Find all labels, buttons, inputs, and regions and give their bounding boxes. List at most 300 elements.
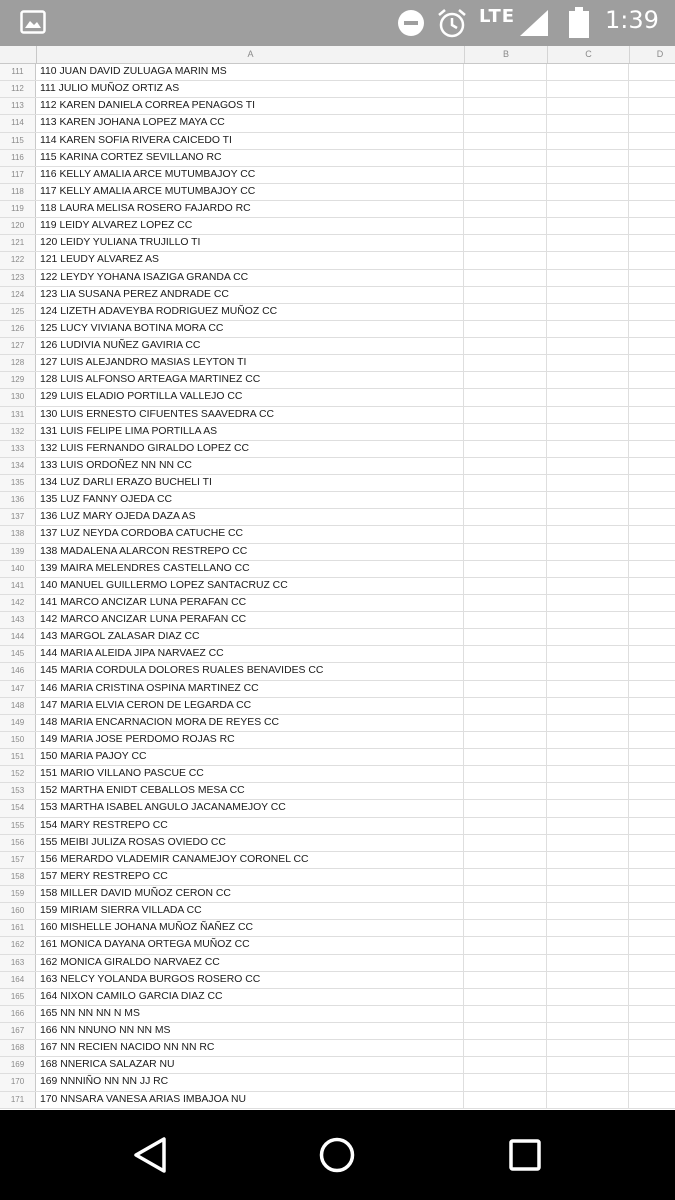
- cell-c[interactable]: [548, 561, 629, 577]
- cell-c[interactable]: [548, 835, 629, 851]
- row-number[interactable]: 168: [0, 1040, 36, 1056]
- cell-a[interactable]: 165 NN NN NN N MS: [37, 1006, 464, 1022]
- cell-c[interactable]: [548, 167, 629, 183]
- cell-b[interactable]: [465, 818, 547, 834]
- spreadsheet[interactable]: [0, 46, 675, 1110]
- cell-c[interactable]: [548, 475, 629, 491]
- select-all-corner[interactable]: [0, 46, 37, 63]
- cell-c[interactable]: [548, 800, 629, 816]
- cell-b[interactable]: [465, 612, 547, 628]
- cell-b[interactable]: [465, 475, 547, 491]
- cell-a[interactable]: 157 MERY RESTREPO CC: [37, 869, 464, 885]
- do-not-disturb-icon: [397, 9, 425, 37]
- cell-c[interactable]: [548, 1057, 629, 1073]
- cell-a[interactable]: 128 LUIS ALFONSO ARTEAGA MARTINEZ CC: [37, 372, 464, 388]
- cell-b[interactable]: [465, 766, 547, 782]
- row-number[interactable]: 170: [0, 1074, 36, 1090]
- row-number[interactable]: 112: [0, 81, 36, 97]
- table-row: [0, 424, 675, 441]
- table-row: [0, 492, 675, 509]
- cell-b[interactable]: [465, 886, 547, 902]
- cell-a[interactable]: 124 LIZETH ADAVEYBA RODRIGUEZ MUÑOZ CC: [37, 304, 464, 320]
- row-number[interactable]: 162: [0, 937, 36, 953]
- clock-time: 1:39: [605, 6, 659, 34]
- cell-a[interactable]: 151 MARIO VILLANO PASCUE CC: [37, 766, 464, 782]
- table-row: [0, 304, 675, 321]
- cell-b[interactable]: [465, 167, 547, 183]
- navigation-bar: [0, 1110, 675, 1200]
- cell-b[interactable]: [465, 1040, 547, 1056]
- cell-a[interactable]: 113 KAREN JOHANA LOPEZ MAYA CC: [37, 115, 464, 131]
- cell-a[interactable]: 140 MANUEL GUILLERMO LOPEZ SANTACRUZ CC: [37, 578, 464, 594]
- cell-a[interactable]: 123 LIA SUSANA PEREZ ANDRADE CC: [37, 287, 464, 303]
- cell-a[interactable]: 115 KARINA CORTEZ SEVILLANO RC: [37, 150, 464, 166]
- row-number[interactable]: 130: [0, 389, 36, 405]
- table-row: [0, 475, 675, 492]
- table-row: [0, 338, 675, 355]
- table-row: [0, 937, 675, 954]
- cell-c[interactable]: [548, 252, 629, 268]
- home-icon[interactable]: [315, 1133, 359, 1177]
- cell-b[interactable]: [465, 629, 547, 645]
- column-header-b[interactable]: B: [465, 46, 548, 63]
- cell-b[interactable]: [465, 595, 547, 611]
- cell-b[interactable]: [465, 201, 547, 217]
- table-row: [0, 972, 675, 989]
- cell-b[interactable]: [465, 287, 547, 303]
- cell-a[interactable]: 139 MAIRA MELENDRES CASTELLANO CC: [37, 561, 464, 577]
- row-number[interactable]: 125: [0, 304, 36, 320]
- table-row: [0, 835, 675, 852]
- table-row: [0, 235, 675, 252]
- row-number[interactable]: 169: [0, 1057, 36, 1073]
- cell-b[interactable]: [465, 458, 547, 474]
- cell-a[interactable]: 154 MARY RESTREPO CC: [37, 818, 464, 834]
- cell-a[interactable]: 132 LUIS FERNANDO GIRALDO LOPEZ CC: [37, 441, 464, 457]
- table-row: [0, 184, 675, 201]
- row-number[interactable]: 132: [0, 424, 36, 440]
- table-row: [0, 458, 675, 475]
- cell-a[interactable]: 152 MARTHA ENIDT CEBALLOS MESA CC: [37, 783, 464, 799]
- cell-c[interactable]: [548, 218, 629, 234]
- cell-b[interactable]: [465, 1006, 547, 1022]
- table-row: [0, 167, 675, 184]
- cell-a[interactable]: 129 LUIS ELADIO PORTILLA VALLEJO CC: [37, 389, 464, 405]
- cell-b[interactable]: [465, 800, 547, 816]
- cell-c[interactable]: [548, 646, 629, 662]
- cell-b[interactable]: [465, 218, 547, 234]
- cell-a[interactable]: 144 MARIA ALEIDA JIPA NARVAEZ CC: [37, 646, 464, 662]
- cell-a[interactable]: 135 LUZ FANNY OJEDA CC: [37, 492, 464, 508]
- cell-c[interactable]: [548, 338, 629, 354]
- cell-a[interactable]: 121 LEUDY ALVAREZ AS: [37, 252, 464, 268]
- cell-b[interactable]: [465, 355, 547, 371]
- table-row: [0, 389, 675, 406]
- cell-b[interactable]: [465, 321, 547, 337]
- row-number[interactable]: 145: [0, 646, 36, 662]
- table-row: [0, 441, 675, 458]
- row-number[interactable]: 144: [0, 629, 36, 645]
- row-number[interactable]: 148: [0, 698, 36, 714]
- cell-a[interactable]: 137 LUZ NEYDA CORDOBA CATUCHE CC: [37, 526, 464, 542]
- cell-a[interactable]: 159 MIRIAM SIERRA VILLADA CC: [37, 903, 464, 919]
- cell-a[interactable]: 133 LUIS ORDOÑEZ NN NN CC: [37, 458, 464, 474]
- row-number[interactable]: 136: [0, 492, 36, 508]
- cell-a[interactable]: 118 LAURA MELISA ROSERO FAJARDO RC: [37, 201, 464, 217]
- battery-icon: [568, 7, 590, 39]
- cell-a[interactable]: 158 MILLER DAVID MUÑOZ CERON CC: [37, 886, 464, 902]
- cell-b[interactable]: [465, 389, 547, 405]
- table-row: [0, 81, 675, 98]
- cell-c[interactable]: [548, 852, 629, 868]
- cell-b[interactable]: [465, 989, 547, 1005]
- row-number[interactable]: 153: [0, 783, 36, 799]
- cell-b[interactable]: [465, 783, 547, 799]
- cell-c[interactable]: [548, 715, 629, 731]
- row-number[interactable]: 123: [0, 270, 36, 286]
- signal-icon: [519, 9, 549, 37]
- cell-c[interactable]: [548, 989, 629, 1005]
- cell-b[interactable]: [465, 235, 547, 251]
- row-number[interactable]: 115: [0, 133, 36, 149]
- row-number[interactable]: 113: [0, 98, 36, 114]
- cell-a[interactable]: 147 MARIA ELVIA CERON DE LEGARDA CC: [37, 698, 464, 714]
- table-row: [0, 698, 675, 715]
- row-number[interactable]: 122: [0, 252, 36, 268]
- cell-b[interactable]: [465, 98, 547, 114]
- cell-c[interactable]: [548, 355, 629, 371]
- row-number[interactable]: 124: [0, 287, 36, 303]
- cell-c[interactable]: [548, 1074, 629, 1090]
- row-number[interactable]: 118: [0, 184, 36, 200]
- table-row: [0, 989, 675, 1006]
- table-row: [0, 201, 675, 218]
- table-row: [0, 1006, 675, 1023]
- cell-c[interactable]: [548, 578, 629, 594]
- row-number[interactable]: 165: [0, 989, 36, 1005]
- cell-c[interactable]: [548, 509, 629, 525]
- row-number[interactable]: 138: [0, 526, 36, 542]
- row-number[interactable]: 149: [0, 715, 36, 731]
- cell-c[interactable]: [548, 749, 629, 765]
- cell-c[interactable]: [548, 1040, 629, 1056]
- table-row: [0, 766, 675, 783]
- cell-b[interactable]: [465, 133, 547, 149]
- column-header-d[interactable]: D: [630, 46, 675, 63]
- cell-a[interactable]: 167 NN RECIEN NACIDO NN NN RC: [37, 1040, 464, 1056]
- cell-b[interactable]: [465, 81, 547, 97]
- cell-c[interactable]: [548, 629, 629, 645]
- cell-c[interactable]: [548, 1006, 629, 1022]
- cell-a[interactable]: 141 MARCO ANCIZAR LUNA PERAFAN CC: [37, 595, 464, 611]
- cell-a[interactable]: 126 LUDIVIA NUÑEZ GAVIRIA CC: [37, 338, 464, 354]
- table-row: [0, 64, 675, 81]
- gallery-icon: [20, 10, 46, 34]
- row-number[interactable]: 134: [0, 458, 36, 474]
- row-number[interactable]: 163: [0, 955, 36, 971]
- cell-b[interactable]: [465, 1074, 547, 1090]
- cell-a[interactable]: 114 KAREN SOFIA RIVERA CAICEDO TI: [37, 133, 464, 149]
- cell-a[interactable]: 149 MARIA JOSE PERDOMO ROJAS RC: [37, 732, 464, 748]
- cell-c[interactable]: [548, 184, 629, 200]
- cell-c[interactable]: [548, 1023, 629, 1039]
- cell-b[interactable]: [465, 1023, 547, 1039]
- cell-c[interactable]: [548, 150, 629, 166]
- column-header-row: [0, 46, 675, 64]
- cell-b[interactable]: [465, 252, 547, 268]
- cell-a[interactable]: 131 LUIS FELIPE LIMA PORTILLA AS: [37, 424, 464, 440]
- cell-c[interactable]: [548, 663, 629, 679]
- cell-a[interactable]: 163 NELCY YOLANDA BURGOS ROSERO CC: [37, 972, 464, 988]
- row-number[interactable]: 142: [0, 595, 36, 611]
- cell-c[interactable]: [548, 972, 629, 988]
- row-number[interactable]: 166: [0, 1006, 36, 1022]
- column-header-c[interactable]: C: [548, 46, 630, 63]
- cell-b[interactable]: [465, 869, 547, 885]
- cell-b[interactable]: [465, 646, 547, 662]
- row-number[interactable]: 167: [0, 1023, 36, 1039]
- row-number[interactable]: 111: [0, 64, 36, 80]
- row-number[interactable]: 140: [0, 561, 36, 577]
- cell-b[interactable]: [465, 561, 547, 577]
- table-row: [0, 681, 675, 698]
- cell-b[interactable]: [465, 715, 547, 731]
- cell-b[interactable]: [465, 1057, 547, 1073]
- cell-a[interactable]: 110 JUAN DAVID ZULUAGA MARIN MS: [37, 64, 464, 80]
- cell-a[interactable]: 166 NN NNUNO NN NN MS: [37, 1023, 464, 1039]
- table-row: [0, 355, 675, 372]
- cell-b[interactable]: [465, 64, 547, 80]
- row-number[interactable]: 146: [0, 663, 36, 679]
- table-row: [0, 663, 675, 680]
- cell-c[interactable]: [548, 818, 629, 834]
- cell-b[interactable]: [465, 509, 547, 525]
- cell-c[interactable]: [548, 458, 629, 474]
- cell-c[interactable]: [548, 424, 629, 440]
- cell-c[interactable]: [548, 937, 629, 953]
- cell-b[interactable]: [465, 270, 547, 286]
- cell-b[interactable]: [465, 115, 547, 131]
- cell-c[interactable]: [548, 681, 629, 697]
- cell-b[interactable]: [465, 732, 547, 748]
- table-row: [0, 133, 675, 150]
- row-number[interactable]: 135: [0, 475, 36, 491]
- table-row: [0, 903, 675, 920]
- cell-b[interactable]: [465, 852, 547, 868]
- row-number[interactable]: 126: [0, 321, 36, 337]
- cell-c[interactable]: [548, 920, 629, 936]
- table-row: [0, 852, 675, 869]
- table-row: [0, 869, 675, 886]
- row-number[interactable]: 117: [0, 167, 36, 183]
- cell-a[interactable]: 112 KAREN DANIELA CORREA PENAGOS TI: [37, 98, 464, 114]
- cell-a[interactable]: 148 MARIA ENCARNACION MORA DE REYES CC: [37, 715, 464, 731]
- cell-a[interactable]: 143 MARGOL ZALASAR DIAZ CC: [37, 629, 464, 645]
- cell-a[interactable]: 145 MARIA CORDULA DOLORES RUALES BENAVIDES CC: [37, 663, 464, 679]
- row-number[interactable]: 150: [0, 732, 36, 748]
- row-number[interactable]: 128: [0, 355, 36, 371]
- cell-a[interactable]: 170 NNSARA VANESA ARIAS IMBAJOA NU: [37, 1092, 464, 1108]
- row-number[interactable]: 121: [0, 235, 36, 251]
- cell-a[interactable]: 120 LEIDY YULIANA TRUJILLO TI: [37, 235, 464, 251]
- cell-a[interactable]: 161 MONICA DAYANA ORTEGA MUÑOZ CC: [37, 937, 464, 953]
- cell-c[interactable]: [548, 732, 629, 748]
- cell-b[interactable]: [465, 578, 547, 594]
- cell-b[interactable]: [465, 372, 547, 388]
- cell-a[interactable]: 155 MEIBI JULIZA ROSAS OVIEDO CC: [37, 835, 464, 851]
- table-row: [0, 886, 675, 903]
- table-row: [0, 1057, 675, 1074]
- row-number[interactable]: 133: [0, 441, 36, 457]
- cell-a[interactable]: 111 JULIO MUÑOZ ORTIZ AS: [37, 81, 464, 97]
- table-row: [0, 1074, 675, 1091]
- table-row: [0, 561, 675, 578]
- row-number[interactable]: 156: [0, 835, 36, 851]
- cell-b[interactable]: [465, 304, 547, 320]
- cell-b[interactable]: [465, 407, 547, 423]
- back-icon[interactable]: [128, 1133, 172, 1177]
- row-number[interactable]: 116: [0, 150, 36, 166]
- table-row: [0, 270, 675, 287]
- cell-a[interactable]: 117 KELLY AMALIA ARCE MUTUMBAJOY CC: [37, 184, 464, 200]
- cell-a[interactable]: 156 MERARDO VLADEMIR CANAMEJOY CORONEL CC: [37, 852, 464, 868]
- row-number[interactable]: 154: [0, 800, 36, 816]
- cell-c[interactable]: [548, 133, 629, 149]
- cell-a[interactable]: 168 NNERICA SALAZAR NU: [37, 1057, 464, 1073]
- cell-c[interactable]: [548, 886, 629, 902]
- row-number[interactable]: 119: [0, 201, 36, 217]
- cell-c[interactable]: [548, 372, 629, 388]
- cell-c[interactable]: [548, 64, 629, 80]
- column-header-a[interactable]: A: [37, 46, 465, 63]
- cell-a[interactable]: 119 LEIDY ALVAREZ LOPEZ CC: [37, 218, 464, 234]
- cell-c[interactable]: [548, 492, 629, 508]
- cell-b[interactable]: [465, 835, 547, 851]
- row-number[interactable]: 143: [0, 612, 36, 628]
- cell-a[interactable]: 116 KELLY AMALIA ARCE MUTUMBAJOY CC: [37, 167, 464, 183]
- cell-c[interactable]: [548, 869, 629, 885]
- cell-a[interactable]: 169 NNNIÑO NN NN JJ RC: [37, 1074, 464, 1090]
- cell-a[interactable]: 160 MISHELLE JOHANA MUÑOZ ÑAÑEZ CC: [37, 920, 464, 936]
- cell-a[interactable]: 125 LUCY VIVIANA BOTINA MORA CC: [37, 321, 464, 337]
- row-number[interactable]: 152: [0, 766, 36, 782]
- row-number[interactable]: 151: [0, 749, 36, 765]
- cell-a[interactable]: 130 LUIS ERNESTO CIFUENTES SAAVEDRA CC: [37, 407, 464, 423]
- cell-a[interactable]: 136 LUZ MARY OJEDA DAZA AS: [37, 509, 464, 525]
- cell-b[interactable]: [465, 698, 547, 714]
- table-row: [0, 629, 675, 646]
- cell-b[interactable]: [465, 681, 547, 697]
- recents-icon[interactable]: [503, 1133, 547, 1177]
- cell-b[interactable]: [465, 526, 547, 542]
- cell-c[interactable]: [548, 304, 629, 320]
- cell-c[interactable]: [548, 783, 629, 799]
- cell-c[interactable]: [548, 544, 629, 560]
- cell-c[interactable]: [548, 595, 629, 611]
- cell-b[interactable]: [465, 955, 547, 971]
- cell-b[interactable]: [465, 920, 547, 936]
- cell-c[interactable]: [548, 698, 629, 714]
- cell-b[interactable]: [465, 544, 547, 560]
- row-number[interactable]: 164: [0, 972, 36, 988]
- cell-b[interactable]: [465, 424, 547, 440]
- cell-c[interactable]: [548, 407, 629, 423]
- cell-c[interactable]: [548, 270, 629, 286]
- cell-c[interactable]: [548, 235, 629, 251]
- row-number[interactable]: 159: [0, 886, 36, 902]
- cell-a[interactable]: 127 LUIS ALEJANDRO MASIAS LEYTON TI: [37, 355, 464, 371]
- cell-c[interactable]: [548, 766, 629, 782]
- row-number[interactable]: 161: [0, 920, 36, 936]
- cell-b[interactable]: [465, 972, 547, 988]
- row-number[interactable]: 127: [0, 338, 36, 354]
- cell-a[interactable]: 142 MARCO ANCIZAR LUNA PERAFAN CC: [37, 612, 464, 628]
- row-number[interactable]: 139: [0, 544, 36, 560]
- cell-c[interactable]: [548, 612, 629, 628]
- cell-c[interactable]: [548, 201, 629, 217]
- row-number[interactable]: 141: [0, 578, 36, 594]
- row-number[interactable]: 158: [0, 869, 36, 885]
- cell-c[interactable]: [548, 81, 629, 97]
- table-row: [0, 1023, 675, 1040]
- cell-a[interactable]: 164 NIXON CAMILO GARCIA DIAZ CC: [37, 989, 464, 1005]
- cell-a[interactable]: 122 LEYDY YOHANA ISAZIGA GRANDA CC: [37, 270, 464, 286]
- row-number[interactable]: 171: [0, 1092, 36, 1108]
- cell-c[interactable]: [548, 526, 629, 542]
- table-row: [0, 321, 675, 338]
- cell-b[interactable]: [465, 441, 547, 457]
- cell-c[interactable]: [548, 287, 629, 303]
- cell-c[interactable]: [548, 903, 629, 919]
- row-number[interactable]: 137: [0, 509, 36, 525]
- table-row: [0, 783, 675, 800]
- cell-c[interactable]: [548, 441, 629, 457]
- cell-b[interactable]: [465, 338, 547, 354]
- cell-a[interactable]: 138 MADALENA ALARCON RESTREPO CC: [37, 544, 464, 560]
- cell-c[interactable]: [548, 1092, 629, 1108]
- table-row: [0, 578, 675, 595]
- row-number[interactable]: 155: [0, 818, 36, 834]
- row-number[interactable]: 131: [0, 407, 36, 423]
- cell-b[interactable]: [465, 1092, 547, 1108]
- row-number[interactable]: 114: [0, 115, 36, 131]
- cell-b[interactable]: [465, 492, 547, 508]
- cell-b[interactable]: [465, 903, 547, 919]
- cell-c[interactable]: [548, 98, 629, 114]
- row-number[interactable]: 160: [0, 903, 36, 919]
- cell-c[interactable]: [548, 115, 629, 131]
- cell-b[interactable]: [465, 150, 547, 166]
- cell-b[interactable]: [465, 937, 547, 953]
- table-row: [0, 509, 675, 526]
- cell-c[interactable]: [548, 955, 629, 971]
- cell-a[interactable]: 153 MARTHA ISABEL ANGULO JACANAMEJOY CC: [37, 800, 464, 816]
- cell-c[interactable]: [548, 321, 629, 337]
- row-number[interactable]: 129: [0, 372, 36, 388]
- row-number[interactable]: 157: [0, 852, 36, 868]
- cell-a[interactable]: 146 MARIA CRISTINA OSPINA MARTINEZ CC: [37, 681, 464, 697]
- table-row: [0, 372, 675, 389]
- cell-a[interactable]: 134 LUZ DARLI ERAZO BUCHELI TI: [37, 475, 464, 491]
- cell-c[interactable]: [548, 389, 629, 405]
- cell-b[interactable]: [465, 663, 547, 679]
- cell-b[interactable]: [465, 749, 547, 765]
- row-number[interactable]: 147: [0, 681, 36, 697]
- cell-b[interactable]: [465, 184, 547, 200]
- cell-a[interactable]: 162 MONICA GIRALDO NARVAEZ CC: [37, 955, 464, 971]
- cell-a[interactable]: 150 MARIA PAJOY CC: [37, 749, 464, 765]
- row-number[interactable]: 120: [0, 218, 36, 234]
